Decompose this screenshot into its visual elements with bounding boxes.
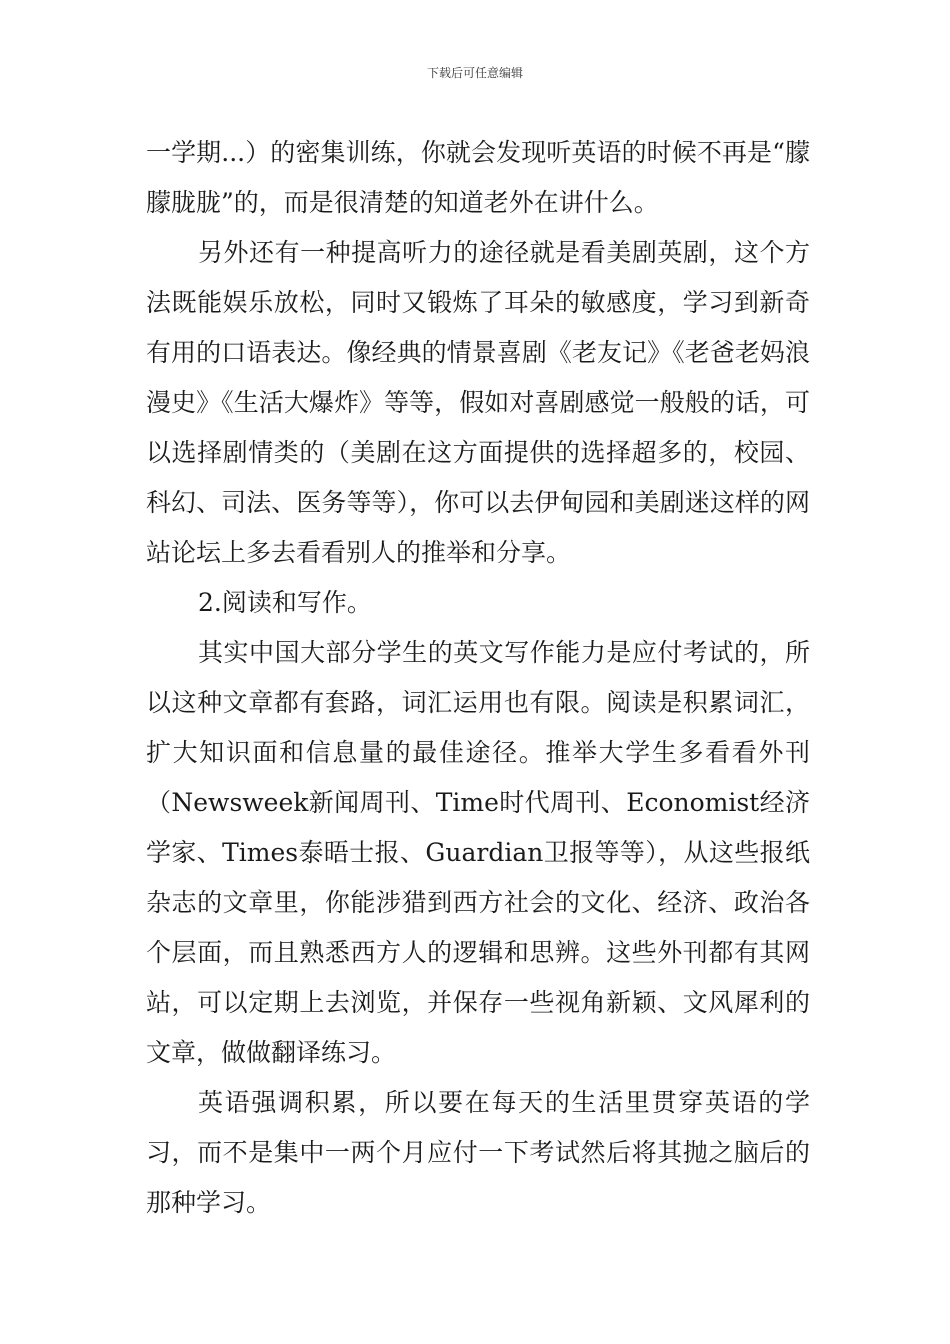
paragraph-listening-tv: 另外还有一种提高听力的途径就是看美剧英剧，这个方法既能娱乐放松，同时又锻炼了耳朵的敏感度，学习到新奇有用的口语表达。像经典的情景喜剧《老友记》《老爸老妈浪漫史》《生活大爆炸》等等，假如对喜剧感觉一般般的话，可以选择剧情类的（美剧在这方面提供的选择超多的，校园、科幻、司法、医务等等），你可以去伊甸园和美剧迷这样的网站论坛上多去看看别人的推举和分享。 <box>146 238 810 567</box>
paragraph-accumulation: 英语强调积累，所以要在每天的生活里贯穿英语的学习，而不是集中一两个月应付一下考试然后将其抛之脑后的那种学习。 <box>146 1088 810 1217</box>
document-body <box>146 128 810 1228</box>
paragraph-continuation: 一学期...）的密集训练，你就会发现听英语的时候不再是“朦朦胧胧”的，而是很清楚的知道老外在讲什么。 <box>146 138 810 217</box>
paragraph-reading: 其实中国大部分学生的英文写作能力是应付考试的，所以这种文章都有套路，词汇运用也有限。阅读是积累词汇，扩大知识面和信息量的最佳途径。推举大学生多看看外刊（Newsweek新闻周刊、Time时代周刊、Economist经济学家、Times泰晤士报、Guardian卫报等等），从这些报纸杂志的文章里，你能涉猎到西方社会的文化、经济、政治各个层面，而且熟悉西方人的逻辑和思辨。这些外刊都有其网站，可以定期上去浏览，并保存一些视角新颖、文风犀利的文章，做做翻译练习。 <box>146 638 810 1067</box>
section-heading-reading-writing: 2.阅读和写作。 <box>198 588 372 617</box>
page-header: 下载后可任意编辑 <box>426 66 523 80</box>
